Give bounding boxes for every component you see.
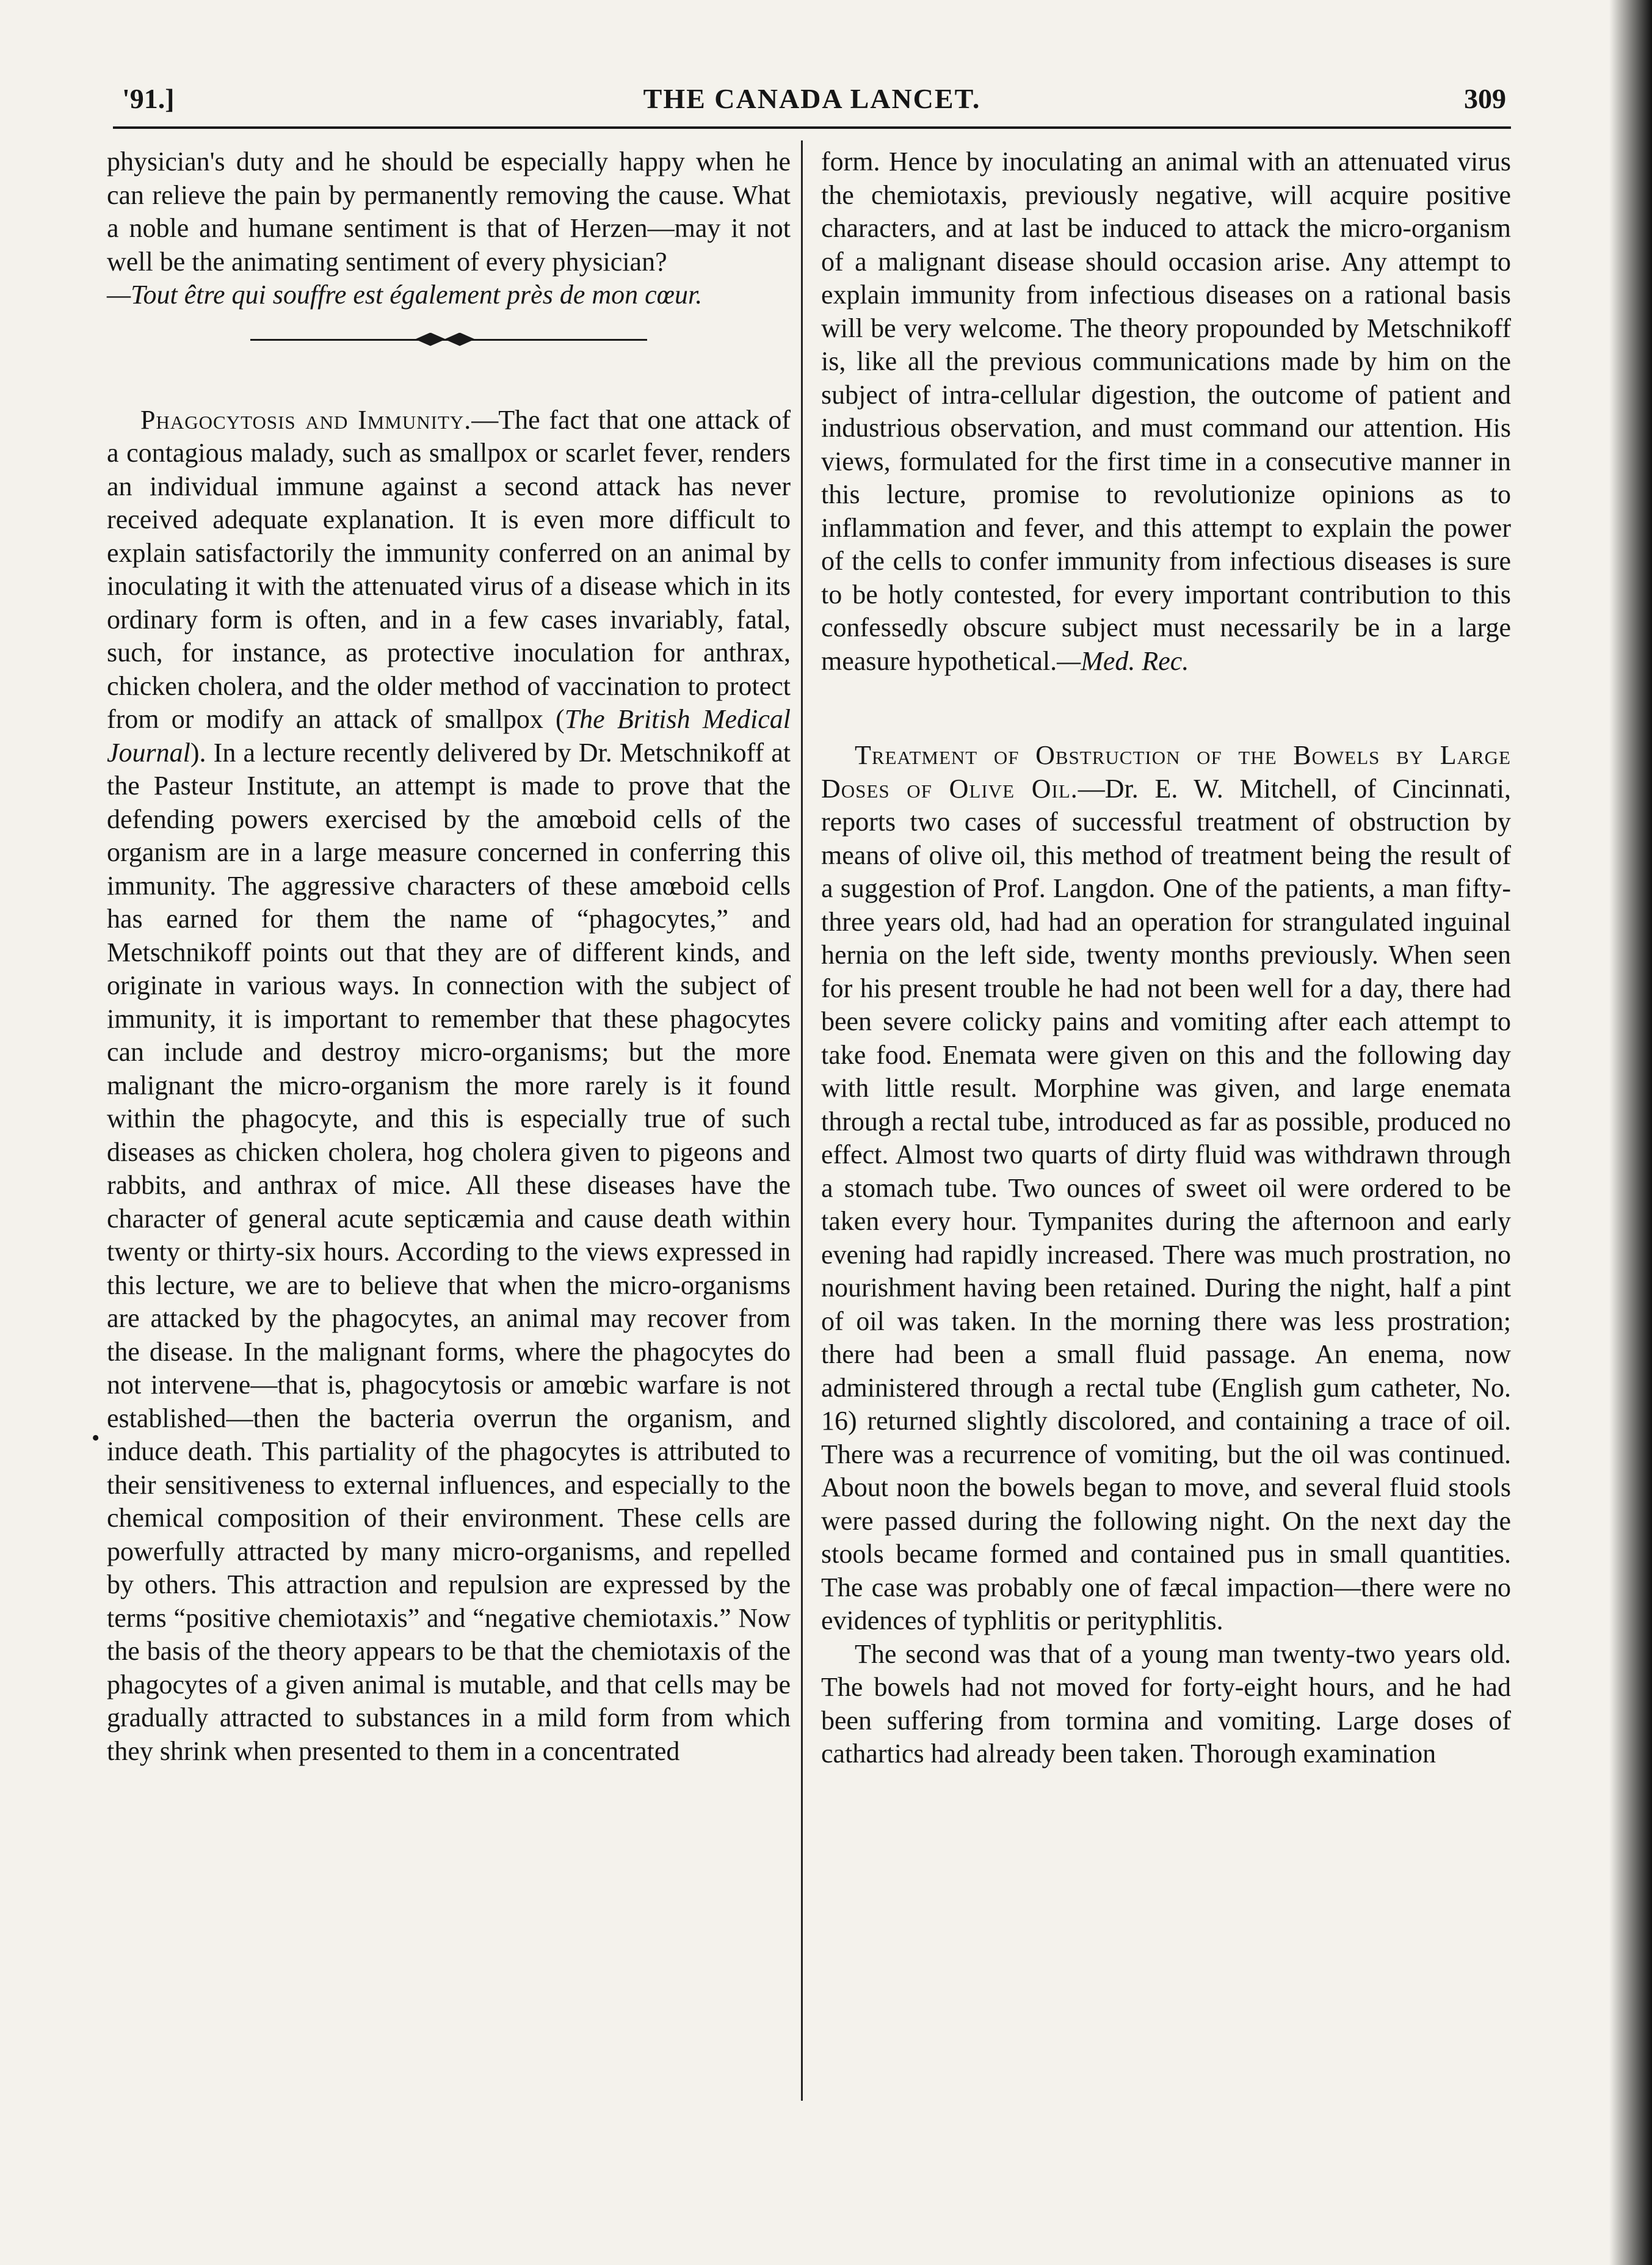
journal-title: THE CANADA LANCET.	[643, 83, 981, 114]
source-citation: —Med. Rec.	[1057, 645, 1189, 676]
right-column	[821, 145, 1511, 1771]
article-olive-oil: Treatment of Obstruction of the Bowels by Large Doses of Olive Oil.—Dr. E. W. Mitchell, of Cincinnati, reports two cases of successful treatment of obstruction by means of olive oil, this method of treatment being the result of a suggestion of Prof. Langdon. One of the patients, a man fifty-three years old, had had an operation for strangulated inguinal hernia on the left side, twenty months previously. When seen for his present trouble he had not been well for a day, there had been severe colicky pains and vomiting after each attempt to take food. Enemata were given on this and the following day with little result. Morphine was given, and large enemata through a rectal tube, introduced as far as possible, produced no effect. Almost two quarts of dirty fluid was withdrawn through a stomach tube. Two ounces of sweet oil were ordered to be taken every hour. Tympanites during the afternoon and early evening had rapidly increased. There was much prostration, no nourishment having been retained. During the night, half a pint of oil was taken. In the morning there was less prostration; there had been a small fluid passage. An enema, now administered through a rectal tube (English gum catheter, No. 16) returned slightly discolored, and containing a trace of oil. There was a recurrence of vomiting, but the oil was continued. About noon the bowels began to move, and several fluid stools were passed during the following night. On the next day the stools became formed and contained pus in small quantities. The case was probably one of fæcal impaction—there were no evidences of typhlitis or perityphlitis.	[821, 740, 1512, 1635]
margin-mark: •	[92, 1425, 100, 1451]
section-title: Treatment of Obstruction of the Bowels by Large Doses of Olive Oil.	[821, 740, 1511, 804]
left-column	[107, 145, 791, 1768]
header-rule	[113, 126, 1511, 129]
volume-year: '91.]	[122, 83, 175, 114]
continuation-paragraph: form. Hence by inoculating an animal with an attenuated virus the chemiotaxis, previously negative, will acquire positive characters, and at last be induced to attack the micro-organism of a malignant disease should occasion arise. Any attempt to explain immunity from infectious diseases on a rational basis will be very welcome. The theory propounded by Metschnikoff is, like all the previous communications made by him on the subject of intra-cellular digestion, the outcome of patient and industrious observation, and must command our attention. His views, formulated for the first time in a consecutive manner in this lecture, promise to revolutionize opinions as to inflammation and fever, and this attempt to explain the power of the cells to confer immunity from infectious diseases is sure to be hotly contested, for every important contribution to this confessedly obscure subject must necessarily be in a large measure hypothetical.—Med. Rec.	[821, 147, 1511, 676]
citation: The British Medical Journal	[107, 704, 791, 768]
french-quote: —Tout être qui souffre est également près de mon cœur.	[107, 280, 703, 310]
scan-edge-shadow	[1609, 0, 1652, 2265]
intro-paragraph: physician's duty and he should be especially happy when he can relieve the pain by permanently removing the cause. What a noble and humane sentiment is that of Herzen—may it not well be the animating sentiment of every physician?	[107, 147, 791, 277]
column-divider	[801, 140, 803, 2101]
section-title: Phagocytosis and Immunity.	[140, 404, 472, 435]
page-number: 309	[1464, 83, 1506, 114]
second-case-paragraph: The second was that of a young man twenty-two years old. The bowels had not moved for forty-eight hours, and he had been suffering from tormina and vomiting. Large doses of cathartics had already been taken. Thorough examination	[821, 1638, 1511, 1769]
article-phagocytosis: Phagocytosis and Immunity.—The fact that one attack of a contagious malady, such as smallpox or scarlet fever, renders an individual immune against a second attack has never received adequate explanation. It is even more difficult to explain satisfactorily the immunity conferred on an animal by inoculating it with the attenuated virus of a disease which in its ordinary form is often, and in a few cases invariably, fatal, such, for instance, as protective inoculation for anthrax, chicken cholera, and the older method of vaccination to protect from or modify an attack of smallpox (The British Medical Journal). In a lecture recently delivered by Dr. Metschnikoff at the Pasteur Institute, an attempt is made to prove that the defending powers exercised by the amœboid cells of the organism are in a large measure concerned in conferring this immunity. The aggressive characters of these amœboid cells has earned for them the name of “phagocytes,” and Metschnikoff points out that they are of different kinds, and originate in various ways. In connection with the subject of immunity, it is important to remember that these phagocytes can include and destroy micro-organisms; but the more malignant the micro-organism the more rarely is it found within the phagocyte, and this is especially true of such diseases as chicken cholera, hog cholera given to pigeons and rabbits, and anthrax of mice. All these diseases have the character of general acute septicæmia and cause death within twenty or thirty-six hours. According to the views expressed in this lecture, we are to believe that when the micro-organisms are attacked by the phagocytes, an animal may recover from the disease. In the malignant forms, where the phagocytes do not intervene—that is, phagocytosis or amœbic warfare is not established—then the bacteria overrun the organism, and induce death. This partiality of the phagocytes is attributed to their sensitiveness to external influences, and especially to the chemical composition of their environment. These cells are powerfully attracted by many micro-organisms, and repelled by others. This attraction and repulsion are expressed by the terms “positive chemiotaxis” and “negative chemiotaxis.” Now the basis of the theory appears to be that the chemiotaxis of the phagocytes of a given animal is mutable, and that cells may be gradually attracted to substances in a mild form from which they shrink when presented to them in a concentrated	[107, 404, 791, 1766]
running-header	[113, 76, 1511, 131]
section-ornament	[250, 330, 647, 349]
